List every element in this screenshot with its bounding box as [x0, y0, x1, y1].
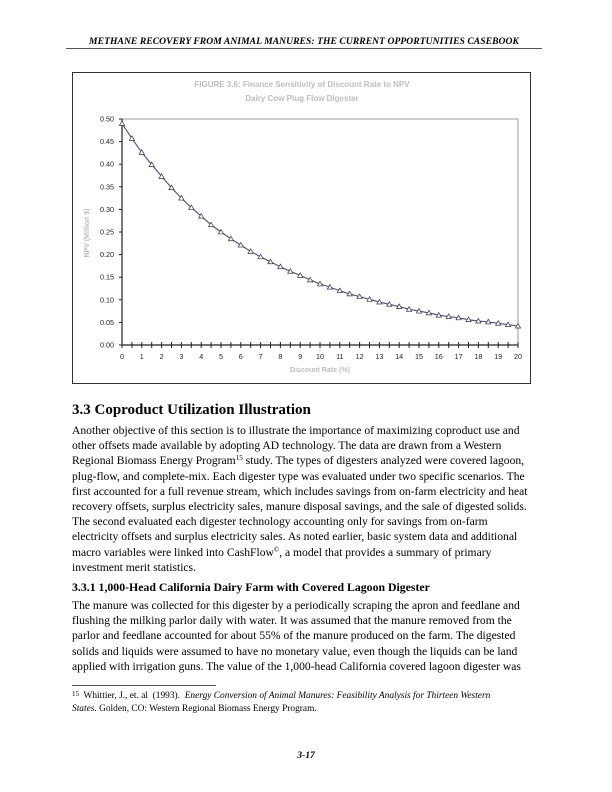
text-line: other offsets made available by adopting AD technology. The data are drawn from a Western — [72, 439, 502, 453]
y-tick-label: 0.00 — [100, 340, 114, 350]
x-tick-label: 19 — [494, 352, 503, 361]
footnote-authors: Whittier, J., et. al (1993). — [79, 691, 185, 701]
subsection-paragraph — [72, 598, 542, 674]
copyright-mark: © — [273, 545, 280, 554]
x-tick-label: 10 — [316, 352, 324, 361]
text-line — [72, 703, 536, 716]
running-head: METHANE RECOVERY FROM ANIMAL MANURES: THE CURRENT OPPORTUNITIES CASEBOOK — [89, 36, 519, 47]
y-tick-label: 0.15 — [100, 272, 114, 282]
x-tick-label: 11 — [336, 352, 344, 361]
text-line: Another objective of this section is to illustrate the importance of maximizing coproduct use and — [72, 424, 520, 437]
text-line: parlor and feedlane accounted for about 55% of the manure produced on the farm. The digested — [72, 629, 516, 643]
footnote-title: Energy Conversion of Animal Manures: Feasibility Analysis for Thirteen Western — [184, 691, 491, 701]
footnote-marker: 15 — [72, 690, 79, 698]
x-tick-label: 4 — [199, 352, 204, 361]
text-line: solids and liquids were assumed to have no monetary value, even though the liquids can be land — [72, 644, 518, 658]
text-line: recovery offsets, surplus electricity sales, manure disposal savings, and the sale of digested solids. — [72, 500, 527, 514]
text-line — [72, 690, 536, 703]
section-paragraph — [72, 423, 542, 575]
y-tick-label: 0.20 — [100, 250, 114, 260]
y-tick-label: 0.35 — [100, 182, 114, 192]
x-tick-label: 5 — [219, 352, 223, 361]
x-tick-label: 0 — [120, 352, 124, 361]
data-point-marker — [119, 121, 124, 126]
x-tick-label: 6 — [238, 352, 243, 361]
text-fragment: , a model that provides a summary of primary — [279, 545, 492, 559]
x-tick-label: 15 — [415, 352, 423, 361]
x-tick-label: 12 — [355, 352, 364, 361]
text-line — [72, 545, 542, 560]
series-line — [122, 124, 518, 326]
x-tick-label: 17 — [454, 352, 463, 361]
footnote-rule — [72, 685, 216, 686]
y-axis-label: NPV (Million $) — [84, 208, 91, 258]
figure-frame — [72, 72, 531, 384]
section-heading: 3.3 Coproduct Utilization Illustration — [72, 402, 311, 418]
text-fragment: study. The types of digesters analyzed were covered lagoon, — [242, 454, 525, 468]
x-tick-label: 14 — [395, 352, 404, 361]
y-tick-label: 0.30 — [100, 204, 114, 214]
y-tick-label: 0.25 — [100, 227, 114, 237]
text-line: applied with irrigation guns. The value of the 1,000-head California covered lagoon digester was — [72, 659, 521, 673]
x-tick-label: 3 — [179, 352, 184, 361]
text-line: electricity offsets and surplus electricity sales. As noted earlier, basic system data and additional — [72, 530, 518, 544]
text-line: The second evaluated each digester technology accounting only for savings from on-farm — [72, 515, 488, 529]
x-tick-label: 9 — [298, 352, 303, 361]
text-line: The manure was collected for this digester by a periodically scraping the apron and feedlane and — [72, 599, 520, 612]
chart-title: FIGURE 3.6: Finance Sensitivity of Discount Rate to NPV — [194, 80, 410, 89]
data-point-marker — [248, 249, 253, 254]
footnote-publisher: . Golden, CO: Western Regional Biomass Energy Program. — [94, 704, 317, 714]
chart-subtitle: Dairy Cow Plug Flow Digester — [245, 94, 359, 103]
data-point-marker — [228, 236, 233, 241]
data-point-marker — [238, 243, 243, 248]
data-point-marker — [258, 254, 263, 259]
y-tick-label: 0.45 — [100, 137, 114, 147]
text-line: plug-flow, and complete-mix. Each digester type was evaluated under two specific scenarios. The — [72, 469, 525, 483]
x-tick-label: 8 — [278, 352, 283, 361]
page-number: 3-17 — [297, 750, 315, 761]
text-line: first accounted for a full revenue stream, which includes savings from on-farm electricity and heat — [72, 484, 528, 498]
x-tick-label: 20 — [514, 352, 522, 361]
footnote-title-cont: States — [72, 704, 95, 714]
x-axis-label: Discount Rate (%) — [290, 367, 350, 374]
x-tick-label: 13 — [375, 352, 384, 361]
x-tick-label: 2 — [159, 352, 164, 361]
text-line — [72, 453, 542, 468]
y-tick-label: 0.05 — [100, 317, 114, 327]
footnote — [72, 690, 536, 716]
subsection-heading: 3.3.1 1,000-Head California Dairy Farm with Covered Lagoon Digester — [72, 580, 430, 594]
y-tick-label: 0.50 — [100, 114, 114, 124]
x-tick-label: 16 — [434, 352, 443, 361]
y-tick-label: 0.10 — [100, 295, 114, 305]
text-line: investment merit statistics. — [72, 560, 196, 574]
text-fragment: Regional Biomass Energy Program — [72, 454, 236, 468]
header-rule — [66, 48, 542, 49]
y-tick-label: 0.40 — [100, 159, 114, 169]
x-tick-label: 1 — [139, 352, 144, 361]
x-tick-label: 7 — [258, 352, 263, 361]
text-fragment: macro variables were linked into CashFlow — [72, 545, 274, 559]
npv-chart — [73, 73, 532, 385]
x-tick-label: 18 — [474, 352, 483, 361]
footnote-reference[interactable]: 15 — [235, 454, 243, 463]
text-line: flushing the milking parlor daily with water. It was assumed that the manure removed from the — [72, 614, 512, 628]
